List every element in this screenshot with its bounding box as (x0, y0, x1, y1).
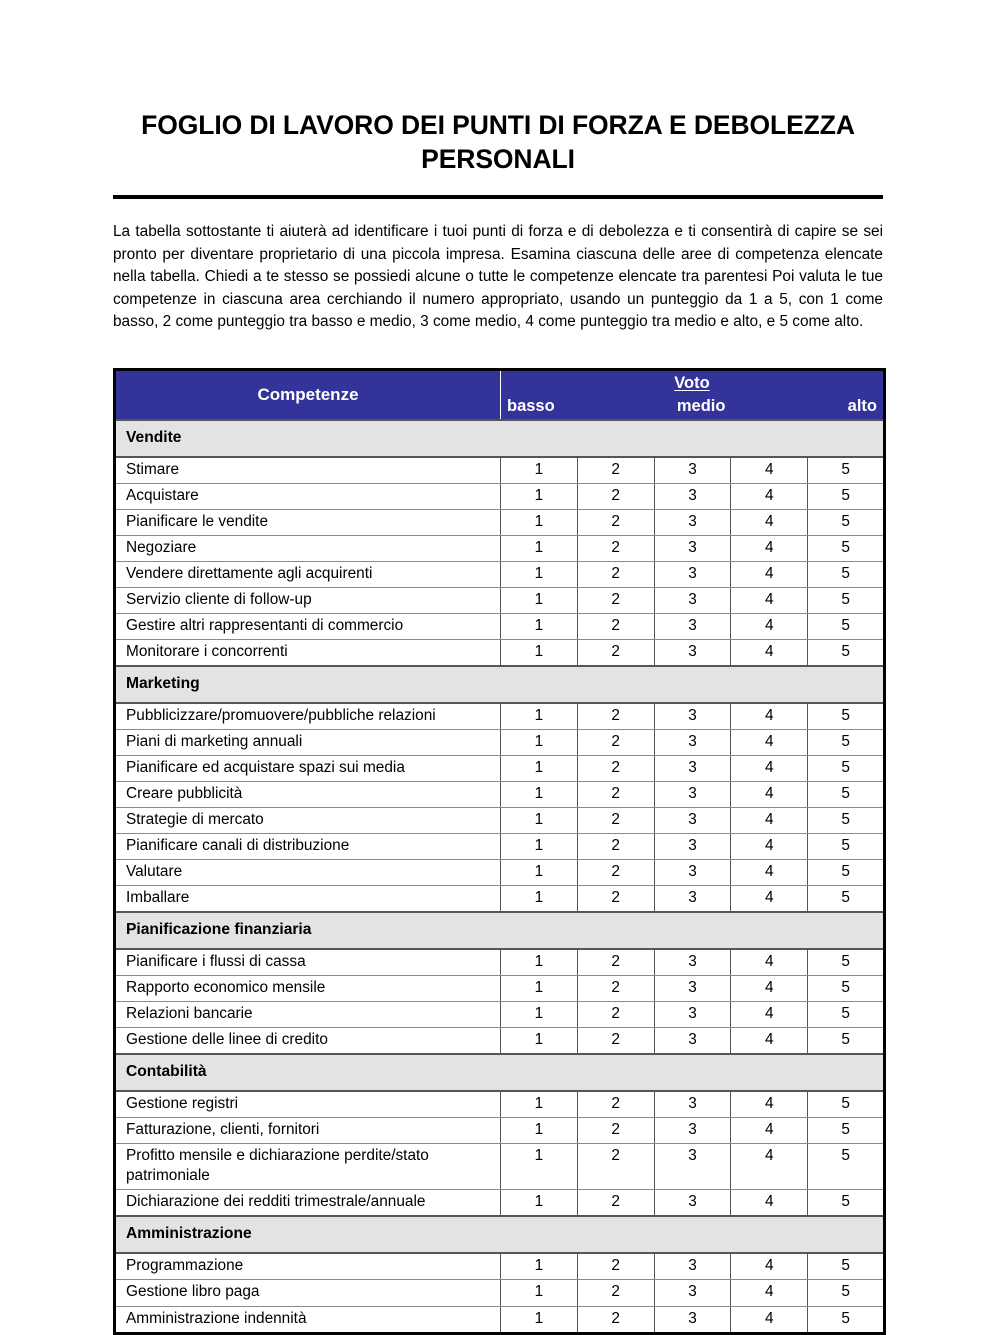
rating-option-4[interactable]: 4 (731, 949, 808, 976)
rating-option-4[interactable]: 4 (731, 1091, 808, 1118)
rating-option-4[interactable]: 4 (731, 703, 808, 730)
skill-label: Vendere direttamente agli acquirenti (115, 562, 501, 588)
rating-option-2[interactable]: 2 (577, 949, 654, 976)
rating-option-5[interactable]: 5 (808, 834, 885, 860)
rating-option-1[interactable]: 1 (501, 614, 578, 640)
skill-label: Valutare (115, 860, 501, 886)
table-row (115, 536, 885, 562)
table-row (115, 640, 885, 667)
rating-label-basso: basso (507, 397, 555, 416)
skill-label: Gestire altri rappresentanti di commercio (115, 614, 501, 640)
voto-label: Voto (674, 374, 710, 393)
rating-option-4[interactable]: 4 (731, 976, 808, 1002)
rating-option-1[interactable]: 1 (501, 1190, 578, 1217)
rating-option-3[interactable]: 3 (654, 562, 731, 588)
rating-option-3[interactable]: 3 (654, 1002, 731, 1028)
table-row (115, 1280, 885, 1306)
rating-option-4[interactable]: 4 (731, 562, 808, 588)
rating-option-5[interactable]: 5 (808, 536, 885, 562)
skill-label: Gestione registri (115, 1091, 501, 1118)
skill-label: Creare pubblicità (115, 782, 501, 808)
skill-label: Pianificare le vendite (115, 510, 501, 536)
rating-option-3[interactable]: 3 (654, 1118, 731, 1144)
rating-option-2[interactable]: 2 (577, 703, 654, 730)
rating-option-3[interactable]: 3 (654, 640, 731, 667)
rating-option-1[interactable]: 1 (501, 510, 578, 536)
rating-option-3[interactable]: 3 (654, 756, 731, 782)
table-row (115, 484, 885, 510)
skill-label: Pianificare i flussi di cassa (115, 949, 501, 976)
section-title: Contabilità (115, 1054, 885, 1091)
table-row (115, 808, 885, 834)
table-head (115, 370, 885, 421)
voto-label-wrap (501, 374, 883, 393)
rating-option-4[interactable]: 4 (731, 756, 808, 782)
table-row (115, 860, 885, 886)
column-header-voto-group (501, 370, 885, 421)
rating-option-2[interactable]: 2 (577, 510, 654, 536)
rating-option-4[interactable]: 4 (731, 1280, 808, 1306)
rating-option-5[interactable]: 5 (808, 976, 885, 1002)
rating-option-3[interactable]: 3 (654, 949, 731, 976)
rating-option-5[interactable]: 5 (808, 457, 885, 484)
section-header-row (115, 420, 885, 457)
skill-label: Servizio cliente di follow-up (115, 588, 501, 614)
rating-option-1[interactable]: 1 (501, 1280, 578, 1306)
section-header-row (115, 1054, 885, 1091)
skills-table-wrapper (113, 368, 883, 1334)
skill-label: Fatturazione, clienti, fornitori (115, 1118, 501, 1144)
rating-option-1[interactable]: 1 (501, 886, 578, 913)
rating-option-2[interactable]: 2 (577, 484, 654, 510)
rating-option-3[interactable]: 3 (654, 1190, 731, 1217)
rating-option-3[interactable]: 3 (654, 976, 731, 1002)
rating-option-3[interactable]: 3 (654, 1253, 731, 1280)
rating-option-1[interactable]: 1 (501, 756, 578, 782)
rating-option-2[interactable]: 2 (577, 1144, 654, 1190)
rating-option-3[interactable]: 3 (654, 834, 731, 860)
rating-option-1[interactable]: 1 (501, 976, 578, 1002)
skill-label: Relazioni bancarie (115, 1002, 501, 1028)
rating-option-5[interactable]: 5 (808, 1306, 885, 1333)
rating-option-3[interactable]: 3 (654, 782, 731, 808)
section-title: Pianificazione finanziaria (115, 912, 885, 949)
table-row (115, 1118, 885, 1144)
table-row (115, 1144, 885, 1190)
rating-option-2[interactable]: 2 (577, 860, 654, 886)
rating-option-1[interactable]: 1 (501, 730, 578, 756)
skill-label: Pianificare canali di distribuzione (115, 834, 501, 860)
rating-option-2[interactable]: 2 (577, 1002, 654, 1028)
skill-label: Negoziare (115, 536, 501, 562)
rating-option-4[interactable]: 4 (731, 536, 808, 562)
rating-option-3[interactable]: 3 (654, 1280, 731, 1306)
rating-option-3[interactable]: 3 (654, 588, 731, 614)
table-row (115, 976, 885, 1002)
rating-option-1[interactable]: 1 (501, 1306, 578, 1333)
rating-option-5[interactable]: 5 (808, 1280, 885, 1306)
table-row (115, 510, 885, 536)
rating-option-2[interactable]: 2 (577, 730, 654, 756)
table-row (115, 1306, 885, 1333)
rating-option-4[interactable]: 4 (731, 1118, 808, 1144)
rating-option-5[interactable]: 5 (808, 949, 885, 976)
rating-option-3[interactable]: 3 (654, 1028, 731, 1055)
section-title: Marketing (115, 666, 885, 703)
rating-option-5[interactable]: 5 (808, 886, 885, 913)
table-row (115, 886, 885, 913)
rating-option-2[interactable]: 2 (577, 1028, 654, 1055)
rating-option-4[interactable]: 4 (731, 886, 808, 913)
rating-option-1[interactable]: 1 (501, 860, 578, 886)
rating-option-4[interactable]: 4 (731, 640, 808, 667)
rating-option-1[interactable]: 1 (501, 457, 578, 484)
skill-label: Profitto mensile e dichiarazione perdite/stato patrimoniale (115, 1144, 501, 1190)
table-row (115, 562, 885, 588)
rating-option-1[interactable]: 1 (501, 484, 578, 510)
rating-option-3[interactable]: 3 (654, 808, 731, 834)
rating-option-5[interactable]: 5 (808, 703, 885, 730)
section-header-row (115, 912, 885, 949)
table-row (115, 1253, 885, 1280)
rating-option-3[interactable]: 3 (654, 457, 731, 484)
rating-option-5[interactable]: 5 (808, 1190, 885, 1217)
table-row (115, 1091, 885, 1118)
section-header-row (115, 1216, 885, 1253)
rating-option-4[interactable]: 4 (731, 457, 808, 484)
skill-label: Imballare (115, 886, 501, 913)
rating-option-4[interactable]: 4 (731, 782, 808, 808)
column-header-competenze: Competenze (115, 370, 501, 421)
table-row (115, 1002, 885, 1028)
rating-option-1[interactable]: 1 (501, 1002, 578, 1028)
rating-option-4[interactable]: 4 (731, 588, 808, 614)
rating-option-2[interactable]: 2 (577, 562, 654, 588)
table-row (115, 1028, 885, 1055)
rating-option-1[interactable]: 1 (501, 1253, 578, 1280)
rating-option-5[interactable]: 5 (808, 640, 885, 667)
table-body (115, 420, 885, 1333)
skill-label: Stimare (115, 457, 501, 484)
rating-option-1[interactable]: 1 (501, 703, 578, 730)
rating-option-2[interactable]: 2 (577, 1280, 654, 1306)
intro-paragraph: La tabella sottostante ti aiuterà ad identificare i tuoi punti di forza e di debolezza e ti consentirà di capire se sei pronto per diventare proprietario di una piccola impresa. Esamina ciascuna delle aree di competenza elencate nella tabella. Chiedi a te stesso se possiedi alcune o tutte le competenze elencate tra parentesi Poi valuta le tue competenze in ciascuna area cerchiando il numero appropriato, usando un punteggio da 1 a 5, con 1 come basso, 2 come punteggio tra basso e medio, 3 come medio, 4 come punteggio tra medio e alto, e 5 come alto. (113, 222, 883, 331)
rating-option-5[interactable]: 5 (808, 484, 885, 510)
rating-option-4[interactable]: 4 (731, 614, 808, 640)
rating-option-4[interactable]: 4 (731, 834, 808, 860)
skill-label: Gestione delle linee di credito (115, 1028, 501, 1055)
rating-option-5[interactable]: 5 (808, 782, 885, 808)
table-row (115, 949, 885, 976)
rating-option-3[interactable]: 3 (654, 1091, 731, 1118)
rating-option-1[interactable]: 1 (501, 834, 578, 860)
rating-option-5[interactable]: 5 (808, 860, 885, 886)
document-content (113, 0, 883, 1335)
rating-option-1[interactable]: 1 (501, 640, 578, 667)
skill-label: Piani di marketing annuali (115, 730, 501, 756)
rating-option-2[interactable]: 2 (577, 536, 654, 562)
skill-label: Amministrazione indennità (115, 1306, 501, 1333)
skill-label: Acquistare (115, 484, 501, 510)
rating-option-2[interactable]: 2 (577, 886, 654, 913)
rating-option-5[interactable]: 5 (808, 1253, 885, 1280)
rating-option-5[interactable]: 5 (808, 1118, 885, 1144)
skill-label: Rapporto economico mensile (115, 976, 501, 1002)
rating-option-3[interactable]: 3 (654, 484, 731, 510)
rating-option-3[interactable]: 3 (654, 536, 731, 562)
rating-option-3[interactable]: 3 (654, 860, 731, 886)
rating-option-5[interactable]: 5 (808, 510, 885, 536)
skill-label: Strategie di mercato (115, 808, 501, 834)
rating-option-2[interactable]: 2 (577, 614, 654, 640)
rating-option-2[interactable]: 2 (577, 588, 654, 614)
table-row (115, 614, 885, 640)
skill-label: Programmazione (115, 1253, 501, 1280)
rating-option-4[interactable]: 4 (731, 860, 808, 886)
rating-option-3[interactable]: 3 (654, 614, 731, 640)
rating-option-2[interactable]: 2 (577, 1253, 654, 1280)
rating-option-2[interactable]: 2 (577, 976, 654, 1002)
rating-option-1[interactable]: 1 (501, 1091, 578, 1118)
rating-label-medio: medio (676, 397, 726, 416)
rating-option-1[interactable]: 1 (501, 808, 578, 834)
rating-option-5[interactable]: 5 (808, 808, 885, 834)
table-row (115, 730, 885, 756)
rating-option-4[interactable]: 4 (731, 808, 808, 834)
section-title: Vendite (115, 420, 885, 457)
rating-option-2[interactable]: 2 (577, 1190, 654, 1217)
section-title: Amministrazione (115, 1216, 885, 1253)
rating-option-5[interactable]: 5 (808, 588, 885, 614)
rating-option-2[interactable]: 2 (577, 782, 654, 808)
rating-option-4[interactable]: 4 (731, 1002, 808, 1028)
rating-option-5[interactable]: 5 (808, 1091, 885, 1118)
rating-option-5[interactable]: 5 (808, 756, 885, 782)
rating-option-4[interactable]: 4 (731, 1190, 808, 1217)
rating-option-3[interactable]: 3 (654, 886, 731, 913)
rating-label-alto: alto (847, 397, 877, 416)
rating-option-4[interactable]: 4 (731, 1253, 808, 1280)
rating-option-2[interactable]: 2 (577, 756, 654, 782)
rating-option-5[interactable]: 5 (808, 1002, 885, 1028)
rating-option-2[interactable]: 2 (577, 457, 654, 484)
table-row (115, 782, 885, 808)
rating-option-4[interactable]: 4 (731, 1306, 808, 1333)
rating-option-1[interactable]: 1 (501, 562, 578, 588)
rating-option-5[interactable]: 5 (808, 1028, 885, 1055)
rating-option-2[interactable]: 2 (577, 808, 654, 834)
rating-option-4[interactable]: 4 (731, 1028, 808, 1055)
skills-assessment-table (113, 368, 886, 1334)
table-row (115, 588, 885, 614)
rating-option-3[interactable]: 3 (654, 703, 731, 730)
rating-option-1[interactable]: 1 (501, 536, 578, 562)
rating-option-1[interactable]: 1 (501, 949, 578, 976)
rating-option-2[interactable]: 2 (577, 1306, 654, 1333)
rating-option-3[interactable]: 3 (654, 730, 731, 756)
rating-option-2[interactable]: 2 (577, 1118, 654, 1144)
rating-option-5[interactable]: 5 (808, 1144, 885, 1190)
table-row (115, 1190, 885, 1217)
table-row (115, 703, 885, 730)
rating-option-1[interactable]: 1 (501, 782, 578, 808)
rating-option-4[interactable]: 4 (731, 730, 808, 756)
skill-label: Gestione libro paga (115, 1280, 501, 1306)
skill-label: Dichiarazione dei redditi trimestrale/annuale (115, 1190, 501, 1217)
rating-option-4[interactable]: 4 (731, 510, 808, 536)
rating-option-5[interactable]: 5 (808, 562, 885, 588)
skill-label: Monitorare i concorrenti (115, 640, 501, 667)
rating-option-5[interactable]: 5 (808, 730, 885, 756)
page-title: FOGLIO DI LAVORO DEI PUNTI DI FORZA E DEBOLEZZA PERSONALI (141, 110, 855, 175)
section-header-row (115, 666, 885, 703)
table-row (115, 457, 885, 484)
rating-option-1[interactable]: 1 (501, 1118, 578, 1144)
table-row (115, 834, 885, 860)
rating-option-1[interactable]: 1 (501, 588, 578, 614)
rating-option-2[interactable]: 2 (577, 1091, 654, 1118)
rating-option-3[interactable]: 3 (654, 1144, 731, 1190)
rating-option-3[interactable]: 3 (654, 1306, 731, 1333)
rating-option-1[interactable]: 1 (501, 1028, 578, 1055)
rating-option-4[interactable]: 4 (731, 1144, 808, 1190)
rating-option-2[interactable]: 2 (577, 834, 654, 860)
rating-option-5[interactable]: 5 (808, 614, 885, 640)
table-row (115, 756, 885, 782)
rating-option-4[interactable]: 4 (731, 484, 808, 510)
skill-label: Pubblicizzare/promuovere/pubbliche relazioni (115, 703, 501, 730)
rating-option-2[interactable]: 2 (577, 640, 654, 667)
rating-option-1[interactable]: 1 (501, 1144, 578, 1190)
skill-label: Pianificare ed acquistare spazi sui media (115, 756, 501, 782)
rating-option-3[interactable]: 3 (654, 510, 731, 536)
table-header-row (115, 370, 885, 421)
